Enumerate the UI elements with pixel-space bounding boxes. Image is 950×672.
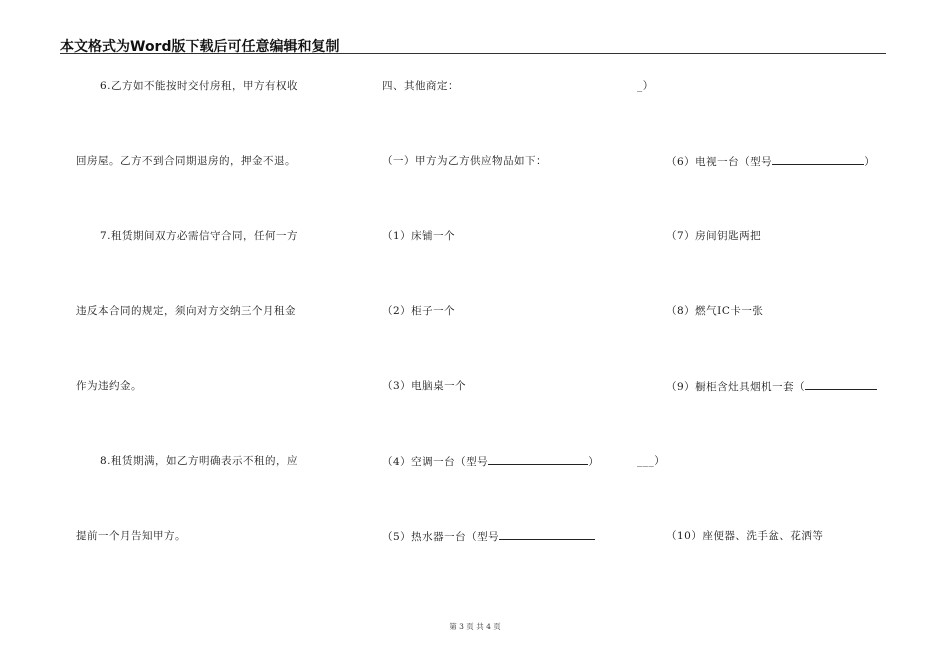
list-item-suffix: ） [588, 456, 600, 468]
fill-in-blank [805, 379, 877, 390]
text-line: _） [637, 80, 654, 92]
text-line: 提前一个月告知甲方。 [76, 530, 186, 542]
list-item-label: （9）橱柜含灶具烟机一套（ [666, 381, 806, 393]
list-item [666, 154, 875, 169]
list-item [666, 379, 877, 394]
list-item-label: （6）电视一台（型号 [666, 156, 773, 168]
text-line: （一）甲方为乙方供应物品如下： [382, 155, 547, 167]
page-number: 第 3 页 共 4 页 [449, 622, 501, 631]
header-title: 本文格式为Word版下载后可任意编辑和复制 [60, 39, 340, 55]
fill-in-blank [488, 454, 588, 465]
text-line: 8.租赁期满，如乙方明确表示不租的，应 [100, 455, 299, 467]
text-line: 6.乙方如不能按时交付房租，甲方有权收 [100, 80, 299, 92]
fill-in-blank [499, 529, 595, 540]
list-item [382, 529, 595, 544]
text-line: 作为违约金。 [76, 380, 142, 392]
list-item-label: （4）空调一台（型号 [382, 456, 489, 468]
fill-in-blank [772, 154, 864, 165]
list-item [382, 454, 599, 469]
list-item: （2）柜子一个 [382, 305, 456, 317]
text-line: 违反本合同的规定，须向对方交纳三个月租金 [76, 305, 296, 317]
list-item: （1）床铺一个 [382, 230, 456, 242]
list-item: （3）电脑桌一个 [382, 380, 467, 392]
text-line: ___） [637, 455, 666, 467]
section-heading: 四、其他商定： [382, 80, 459, 92]
list-item-label: （5）热水器一台（型号 [382, 531, 500, 543]
list-item: （10）座便器、洗手盆、花洒等 [666, 530, 824, 542]
list-item: （8）燃气IC卡一张 [666, 305, 764, 317]
list-item: （7）房间钥匙两把 [666, 230, 762, 242]
header-divider [60, 53, 886, 54]
text-line: 回房屋。乙方不到合同期退房的，押金不退。 [76, 155, 296, 167]
text-line: 7.租赁期间双方必需信守合同，任何一方 [100, 230, 299, 242]
list-item-suffix: ） [864, 156, 876, 168]
